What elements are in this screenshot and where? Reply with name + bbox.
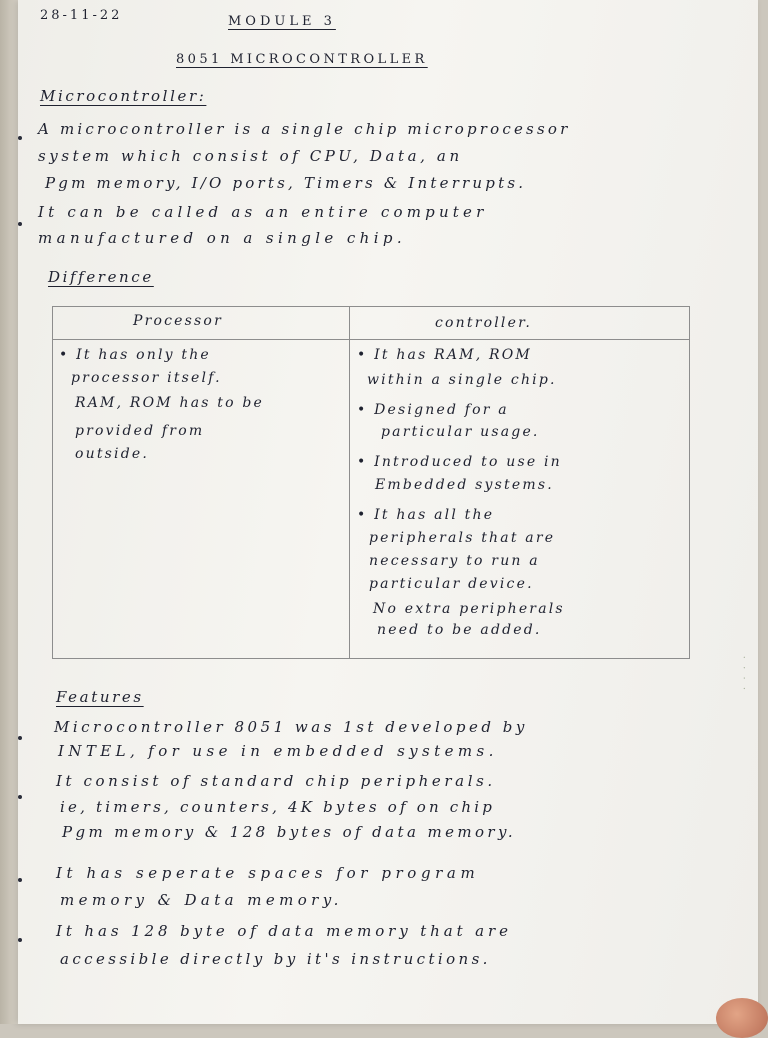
bullet-dot [18,222,22,226]
table-divider [349,307,350,658]
processor-line-3: RAM, ROM has to be [75,395,265,411]
controller-line-8: peripherals that are [369,530,556,546]
page-title: 8051 MICROCONTROLLER [176,52,428,67]
processor-line-4: provided from [75,423,205,439]
controller-line-6: Embedded systems. [375,477,554,493]
micro-line-1: A microcontroller is a single chip microprocessor [38,120,571,138]
features-line-9: accessible directly by it's instructions. [60,950,491,968]
notebook-page-edge [0,0,18,1024]
features-line-7: memory & Data memory. [60,891,343,909]
micro-line-5: manufactured on a single chip. [38,229,407,247]
controller-line-5: • Introduced to use in [357,454,562,470]
difference-table [52,306,690,659]
bullet-dot [18,136,22,140]
controller-line-3: • Designed for a [357,402,509,418]
col-header-processor: Processor [133,313,223,329]
bullet-dot [18,795,22,799]
controller-line-11: No extra peripherals [373,601,565,617]
module-heading: MODULE 3 [228,14,336,29]
finger-in-corner [716,998,768,1038]
features-heading: Features [56,688,144,706]
bullet-dot [18,736,22,740]
features-line-8: It has 128 byte of data memory that are [56,922,512,940]
features-line-2: INTEL, for use in embedded systems. [58,742,498,760]
controller-line-2: within a single chip. [367,372,557,388]
controller-line-12: need to be added. [377,622,542,638]
bullet-dot [18,938,22,942]
processor-line-2: processor itself. [71,370,222,386]
bleed-through-marks: · · · · [740,653,751,690]
micro-line-3: Pgm memory, I/O ports, Timers & Interrupts. [45,174,527,192]
micro-line-2: system which consist of CPU, Data, an [38,147,463,165]
processor-line-5: outside. [75,446,150,462]
controller-line-9: necessary to run a [369,553,540,569]
features-line-3: It consist of standard chip peripherals. [56,772,496,790]
features-line-5: Pgm memory & 128 bytes of data memory. [62,823,517,841]
difference-heading: Difference [48,268,154,286]
micro-line-4: It can be called as an entire computer [38,203,488,221]
features-line-1: Microcontroller 8051 was 1st developed by [54,718,528,736]
controller-line-10: particular device. [369,576,534,592]
controller-line-1: • It has RAM, ROM [357,347,532,363]
features-line-4: ie, timers, counters, 4K bytes of on chip [60,798,496,816]
date: 28-11-22 [40,8,123,23]
microcontroller-heading: Microcontroller: [40,87,207,105]
bullet-dot [18,878,22,882]
controller-line-4: particular usage. [381,424,540,440]
col-header-controller: controller. [435,315,533,331]
processor-line-1: • It has only the [59,347,211,363]
controller-line-7: • It has all the [357,507,495,523]
features-line-6: It has seperate spaces for program [56,864,480,882]
